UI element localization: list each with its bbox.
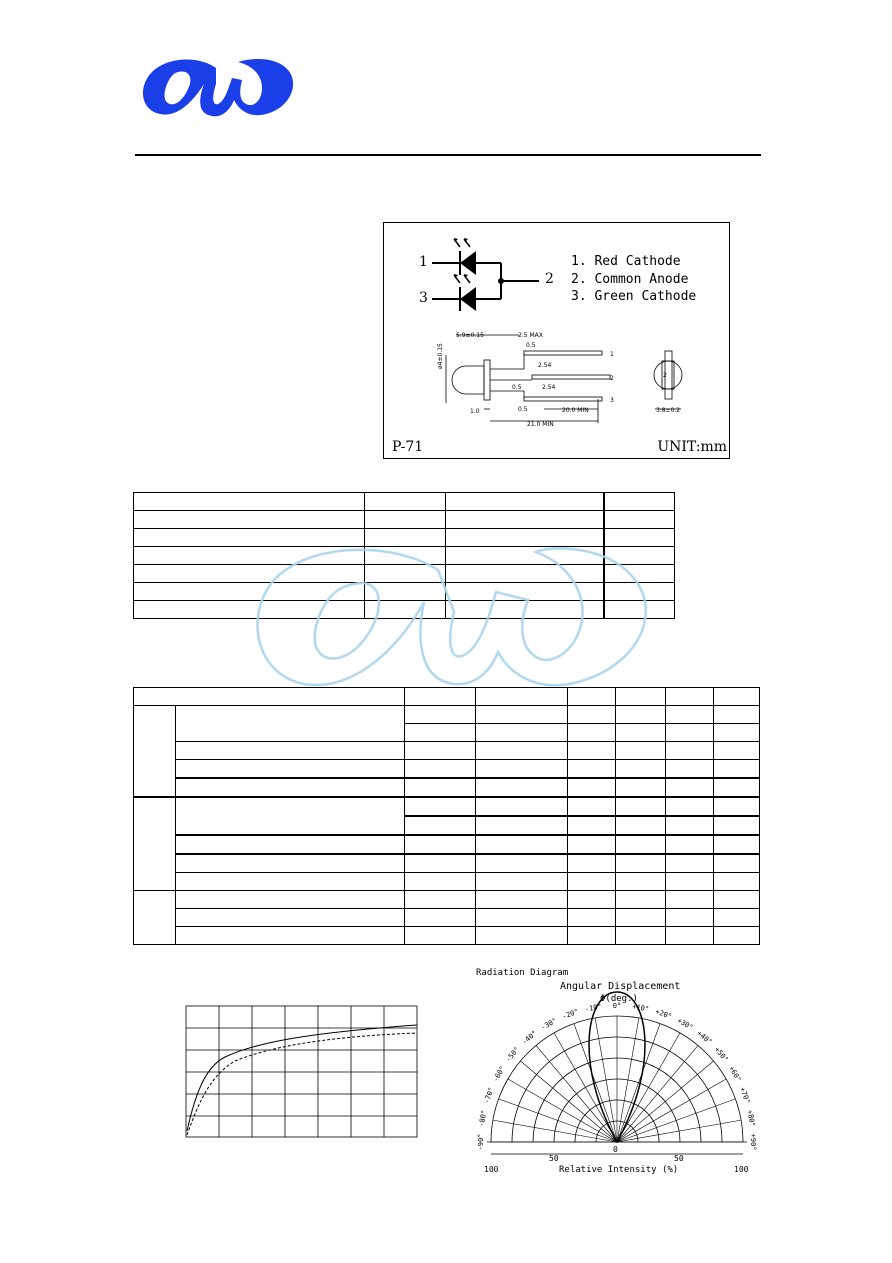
side-lead-label-1: 1 (610, 351, 614, 358)
angle-label: +30° (675, 1016, 695, 1032)
table-row (134, 927, 760, 945)
package-name: P-71 (392, 439, 424, 455)
tick-zero: 0 (613, 1145, 618, 1154)
radiation-subtitle: Angular Displacement (560, 981, 681, 992)
angle-label: +40° (695, 1029, 714, 1047)
dim-lead-width-3: 0.5 (518, 406, 528, 413)
angle-label: -30° (539, 1016, 559, 1032)
pin-legend (571, 253, 696, 306)
pin-label-3: 3. Green Cathode (571, 289, 697, 304)
table-row (134, 835, 760, 854)
table-row (134, 909, 760, 927)
dim-pitch-2: 2.54 (542, 384, 556, 391)
polar-grid (487, 992, 747, 1154)
table-row (134, 778, 760, 797)
table-row (134, 891, 760, 909)
angle-label: +90° (749, 1133, 757, 1151)
table-row (134, 797, 760, 816)
radiation-phi: Φ(deg.) (600, 994, 638, 1004)
dim-body-length: 5.9±0.15 (456, 332, 484, 339)
tick-left-50: 50 (549, 1154, 559, 1163)
table-row (134, 493, 675, 511)
dim-lead-min: 20.0 MIN (562, 407, 589, 414)
table-row (134, 742, 760, 760)
company-logo (138, 54, 298, 120)
dim-lead-width-2: 0.5 (512, 384, 522, 391)
side-lead-label-3: 3 (610, 397, 614, 404)
radiation-title: Radiation Diagram (476, 968, 569, 978)
angle-label: +20° (654, 1007, 673, 1021)
angle-label: -10° (584, 1002, 603, 1014)
angle-label: +60° (727, 1064, 743, 1084)
tick-right-100: 100 (734, 1165, 749, 1174)
watermark-logo (248, 540, 658, 692)
table-row (134, 706, 760, 724)
angle-label: +10° (631, 1002, 650, 1014)
tick-left-100: 100 (484, 1165, 499, 1174)
angle-label: -70° (482, 1086, 496, 1105)
angle-label: 0° (612, 1002, 622, 1010)
pin-number-3: 3 (419, 290, 428, 306)
angle-label: -90° (477, 1133, 485, 1151)
angle-label: +70° (738, 1086, 752, 1105)
angle-label: -40° (520, 1029, 539, 1047)
dim-total-min: 21.0 MIN (527, 421, 554, 428)
curve-series (187, 1025, 417, 1135)
radiation-xlabel: Relative Intensity (%) (559, 1165, 679, 1175)
dim-flange: 2.5 MAX (518, 332, 543, 339)
dim-pitch-1: 2.54 (538, 362, 552, 369)
pin-number-2: 2 (545, 271, 554, 287)
dim-lead-width-1: 0.5 (526, 342, 536, 349)
dim-diameter: ø4±0.15 (437, 343, 444, 369)
table-row (134, 511, 675, 529)
characteristics-table (133, 687, 760, 945)
tick-right-50: 50 (674, 1154, 684, 1163)
angle-label: -80° (477, 1109, 489, 1128)
dim-front-width: 3.8±0.2 (656, 407, 681, 414)
dim-stub: 1.0 (470, 408, 480, 415)
characteristic-curve (185, 1005, 419, 1139)
front-center-label: 2 (663, 372, 667, 379)
header-rule (135, 154, 761, 156)
pin-number-1: 1 (419, 254, 428, 270)
radiation-diagram (470, 965, 770, 1180)
angle-label: +80° (745, 1109, 757, 1128)
table-row (134, 873, 760, 891)
angle-label: -20° (561, 1007, 580, 1021)
pin-label-2: 2. Common Anode (571, 271, 689, 287)
side-lead-label-2: 2 (610, 375, 614, 382)
angle-label: -50° (504, 1045, 522, 1064)
unit-label: UNIT:mm (657, 439, 727, 455)
angle-label: +50° (712, 1045, 730, 1064)
table-row (134, 760, 760, 779)
package-diagram (383, 222, 730, 459)
pin-label-1: 1. Red Cathode (571, 254, 681, 269)
table-row (134, 854, 760, 873)
angle-label: -60° (491, 1064, 507, 1084)
